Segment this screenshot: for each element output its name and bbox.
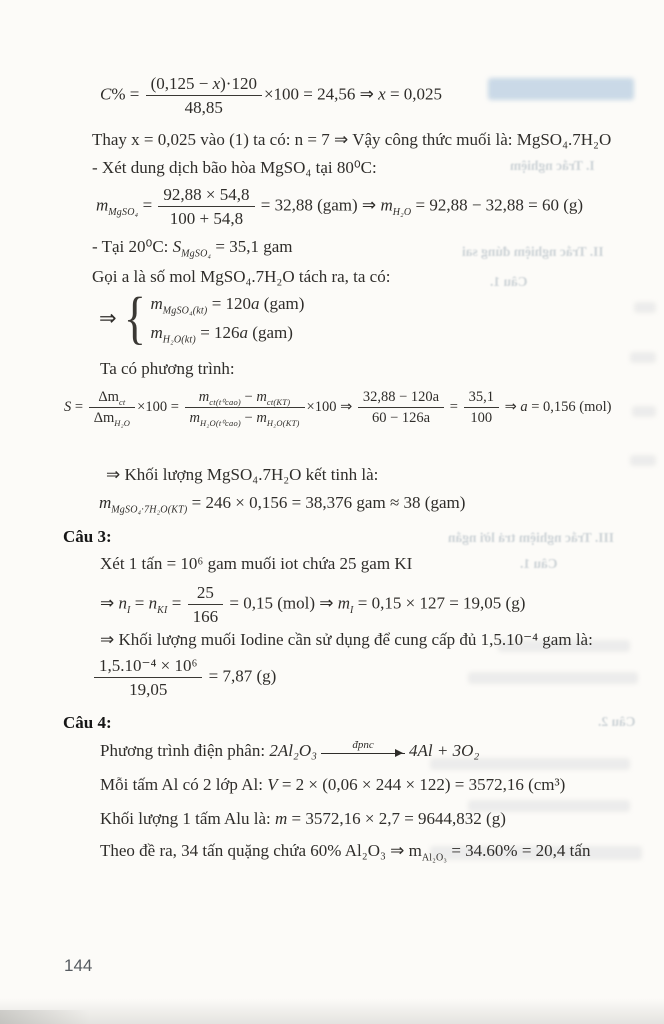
- implies-arrow: ⇒: [99, 305, 117, 330]
- line-equation-intro: Ta có phương trình:: [100, 359, 235, 378]
- math-var: m: [274, 809, 288, 828]
- fraction: $\frac{\text{1,5.10⁻⁴ × 10⁶}}{19,05}$: [94, 655, 202, 701]
- scan-shadow: [0, 998, 664, 1024]
- bleedthrough-text: III. Trắc nghiệm trả lời ngắn: [448, 530, 614, 545]
- system-row: $m_{H_2O(kt)} = 126a$ (gam): [150, 322, 293, 345]
- math-var: m: [99, 493, 112, 512]
- bleedthrough-text: II. Trắc nghiệm đúng sai: [462, 244, 604, 259]
- line-crystal-mass-intro: ⇒ Khối lượng MgSO₄.7H₂O kết tinh là:: [106, 465, 379, 484]
- math-var: m: [337, 593, 351, 613]
- formula-solubility: S = $\frac{\Delta m_{ct}}{\Delta m_{H_2O}}$ ×100 = $\frac{m_{ct(t^0cao)} - m_{ct(KT)}}{m_{H_2O(t^0cao)} - m_{H_2O(KT)}}$ ×100 ⇒ $\frac{32,88 - 120a}{60 - 126a}$ = $\frac{35,1}{100}$ ⇒ a = 0,156 (mol): [64, 389, 612, 429]
- heading-cau-4: Câu 4:: [63, 713, 112, 732]
- fraction: $\frac{\Delta m_{ct}}{\Delta m_{H_2O}}$: [89, 388, 135, 427]
- system-row: $m_{MgSO_4(kt)} = 120a$ (gam): [150, 294, 305, 317]
- formula-iodine-mass: $\frac{\text{1,5.10⁻⁴ × 10⁶}}{19,05}$ = 7,87 (g): [92, 655, 276, 701]
- fraction: $\frac{35,1}{100}$: [464, 388, 499, 427]
- bleedthrough-text: Câu 1.: [490, 274, 528, 289]
- fraction: $\frac{25}{166}$: [188, 582, 224, 628]
- line-electrolysis: Phương trình điện phân: 2Al₂O₃ đpnc 4Al + 3O₂: [100, 739, 480, 760]
- bleedthrough-text: I. Trắc nghiệm: [510, 158, 595, 173]
- fraction: $\frac{32,88 - 120a}{60 - 126a}$: [358, 388, 444, 427]
- bleedthrough-blot: [630, 455, 656, 466]
- bleedthrough-title-blot: [488, 78, 634, 100]
- arrow-condition-label: đpnc: [352, 739, 374, 751]
- fraction: $\frac{(0,125 - x)\cdot 120}{48,85}$: [146, 73, 262, 119]
- bleedthrough-blot: [630, 352, 656, 363]
- line-let-a: Gọi a là số mol MgSO₄.7H₂O tách ra, ta có:: [92, 267, 391, 286]
- page-number: 144: [64, 956, 93, 975]
- formula-c-percent: C% = $\frac{(0,125 - x)\cdot 120}{48,85}$ ×100 = 24,56 ⇒ x = 0,025: [100, 74, 443, 118]
- arrow-line: [321, 753, 405, 754]
- bleedthrough-blot: [632, 406, 656, 417]
- line-saturated-80c: - Xét dung dịch bão hòa MgSO₄ tại 80⁰C:: [92, 158, 377, 177]
- math-var: m: [408, 841, 422, 860]
- line-solubility-20c: - Tại 20⁰C: $S_{MgSO_4} = 35,1$ gam: [92, 237, 293, 260]
- math-var: n: [118, 593, 127, 613]
- reaction-arrow: [321, 739, 405, 754]
- math-var: S: [64, 398, 72, 415]
- fraction: $\frac{92,88 \times 54,8}{100 + 54,8}$: [158, 184, 254, 230]
- math-var: V: [267, 775, 278, 794]
- chem-formula: 2Al₂O₃: [269, 741, 318, 760]
- formula-m-mgso4: $m_{MgSO_4}$ = $\frac{92,88 \times 54,8}{100 + 54,8}$ = 32,88 (gam) ⇒ $m_{H_2O} = 92,88 - 32,88 = 60$ (g): [96, 185, 584, 229]
- math-var: n: [148, 593, 158, 613]
- line-substitute-x: Thay x = 0,025 vào (1) ta có: n = 7 ⇒ Vậy công thức muối là: MgSO₄.7H₂O: [92, 130, 612, 149]
- line-iodine-mass-intro: ⇒ Khối lượng muối Iodine cần sử dụng để cung cấp đủ 1,5.10⁻⁴ gam là:: [100, 630, 593, 649]
- bleedthrough-text: Câu 2.: [598, 714, 636, 729]
- math-var: m: [96, 195, 109, 215]
- heading-cau-3: Câu 3:: [63, 527, 112, 546]
- line-one-ton: Xét 1 tấn = 10⁶ gam muối iot chứa 25 gam KI: [100, 554, 413, 573]
- line-mass-alu: Khối lượng 1 tấm Alu là: m = 3572,16 × 2,7 = 9644,832 (g): [100, 809, 506, 828]
- formula-crystal-mass: $m_{MgSO_4\cdot 7H_2O(KT)} = 246 \times 0,156 = 38,376$ gam ≈ 38 (gam): [99, 493, 466, 516]
- bleedthrough-blot: [634, 302, 656, 313]
- math-var: C: [100, 84, 112, 104]
- line-volume: Mỗi tấm Al có 2 lớp Al: V = 2 × (0,06 × 244 × 122) = 3572,16 (cm³): [100, 775, 566, 794]
- line-ore-percent: Theo đề ra, 34 tấn quặng chứa 60% Al₂O₃ ⇒ $m_{Al_2O_3} = 34.60\% = 20,4$ tấn: [100, 841, 591, 864]
- math-var: m: [380, 195, 393, 215]
- fraction: $\frac{m_{ct(t^0cao)} - m_{ct(KT)}}{m_{H_2O(t^0cao)} - m_{H_2O(KT)}}$: [185, 388, 305, 427]
- formula-mol-iodine: ⇒ $n_I = n_{KI}$ = $\frac{25}{166}$ = 0,15 (mol) ⇒ $m_I = 0,15 \times 127 = 19,05$ (g): [100, 583, 526, 627]
- system-brace: {: [123, 285, 146, 350]
- scan-shadow-corner: [0, 1010, 90, 1024]
- bleedthrough-text: Câu 1.: [520, 556, 558, 571]
- chem-formula: 4Al + 3O₂: [409, 741, 480, 760]
- system-equations: [99, 285, 305, 350]
- bleedthrough-blot: [468, 672, 638, 684]
- math-var: S: [172, 237, 182, 256]
